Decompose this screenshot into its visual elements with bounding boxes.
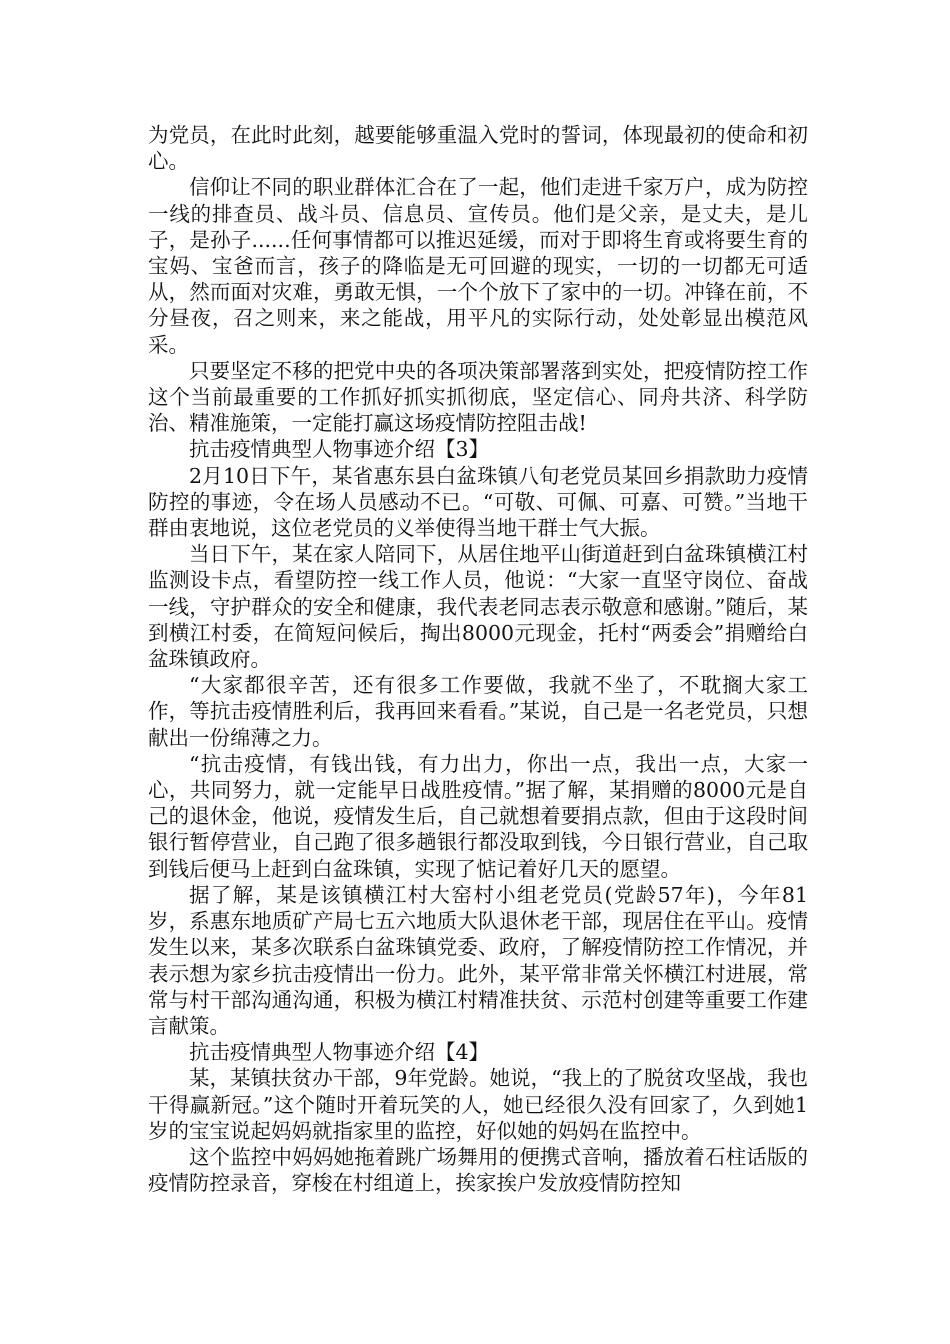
paragraph-quote-hard-work: “大家都很辛苦，还有很多工作要做，我就不坐了，不耽搁大家工作，等抗击疫情胜利后，我再回来看看。”某说，自己是一名老党员，只想献出一份绵薄之力。 (148, 673, 808, 750)
paragraph-quote-fight-epidemic: “抗击疫情，有钱出钱，有力出力，你出一点，我出一点，大家一心，共同努力，就一定能早日战胜疫情。”据了解，某捐赠的8000元是自己的退休金，他说，疫情发生后，自己就想着要捐点款，但由于这段时间银行暂停营业，自己跑了很多趟银行都没取到钱，今日银行营业，自己取到钱后便马上赶到白盆珠镇，实现了惦记着好几天的愿望。 (148, 751, 808, 881)
paragraph-visit-checkpoint: 当日下午，某在家人陪同下，从居住地平山街道赶到白盆珠镇横江村监测设卡点，看望防控一线工作人员，他说：“大家一直坚守岗位、奋战一线，守护群众的安全和健康，我代表老同志表示敬意和感谢。”随后，某到横江村委，在简短问候后，掏出8000元现金，托村“两委会”捐赠给白盆珠镇政府。 (148, 542, 808, 672)
paragraph-donation-event: 2月10日下午，某省惠东县白盆珠镇八旬老党员某回乡捐款助力疫情防控的事迹，令在场人员感动不已。“可敬、可佩、可嘉、可赞。”当地干群由衷地说，这位老党员的义举使得当地干群士气大振。 (148, 463, 808, 541)
paragraph-continuation: 为党员，在此时此刻，越要能够重温入党时的誓词，体现最初的使命和初心。 (148, 123, 808, 174)
document-page (148, 122, 808, 1196)
section-heading-4: 抗击疫情典型人物事迹介绍【4】 (189, 1040, 490, 1065)
paragraph-faith-groups: 信仰让不同的职业群体汇合在了一起，他们走进千家万户，成为防控一线的排查员、战斗员、信息员、宣传员。他们是父亲，是丈夫，是儿子，是孙子......任何事情都可以推迟延缓，而对于即将生育或将要生育的宝妈、宝爸而言，孩子的降临是无可回避的现实，一切的一切都无可适从，然而面对灾难，勇敢无惧，一个个放下了家中的一切。冲锋在前，不分昼夜，召之则来，来之能战，用平凡的实际行动，处处彰显出模范风采。 (148, 175, 808, 357)
section-heading-3: 抗击疫情典型人物事迹介绍【3】 (189, 437, 490, 462)
paragraph-monitor-mother: 这个监控中妈妈她拖着跳广场舞用的便携式音响，播放着石柱话版的疫情防控录音，穿梭在村组道上，挨家挨户发放疫情防控知 (148, 1144, 808, 1196)
paragraph-party-policy: 只要坚定不移的把党中央的各项决策部署落到实处，把疫情防控工作这个当前最重要的工作抓好抓实抓彻底，坚定信心、同舟共济、科学防治、精准施策，一定能打赢这场疫情防控阻击战! (148, 358, 808, 436)
paragraph-background: 据了解，某是该镇横江村大窑村小组老党员(党龄57年)，今年81岁，系惠东地质矿产局七五六地质大队退休老干部，现居住在平山。疫情发生以来，某多次联系白盆珠镇党委、政府，了解疫情防控工作情况，并表示想为家乡抗击疫情出一份力。此外，某平常非常关怀横江村进展，常常与村干部沟通沟通，积极为横江村精准扶贫、示范村创建等重要工作建言献策。 (148, 882, 808, 1038)
paragraph-poverty-officer: 某，某镇扶贫办干部，9年党龄。她说，“我上的了脱贫攻坚战，我也干得赢新冠。”这个随时开着玩笑的人，她已经很久没有回家了，久到她1岁的宝宝说起妈妈就指家里的监控，好似她的妈妈在监控中。 (148, 1066, 808, 1143)
